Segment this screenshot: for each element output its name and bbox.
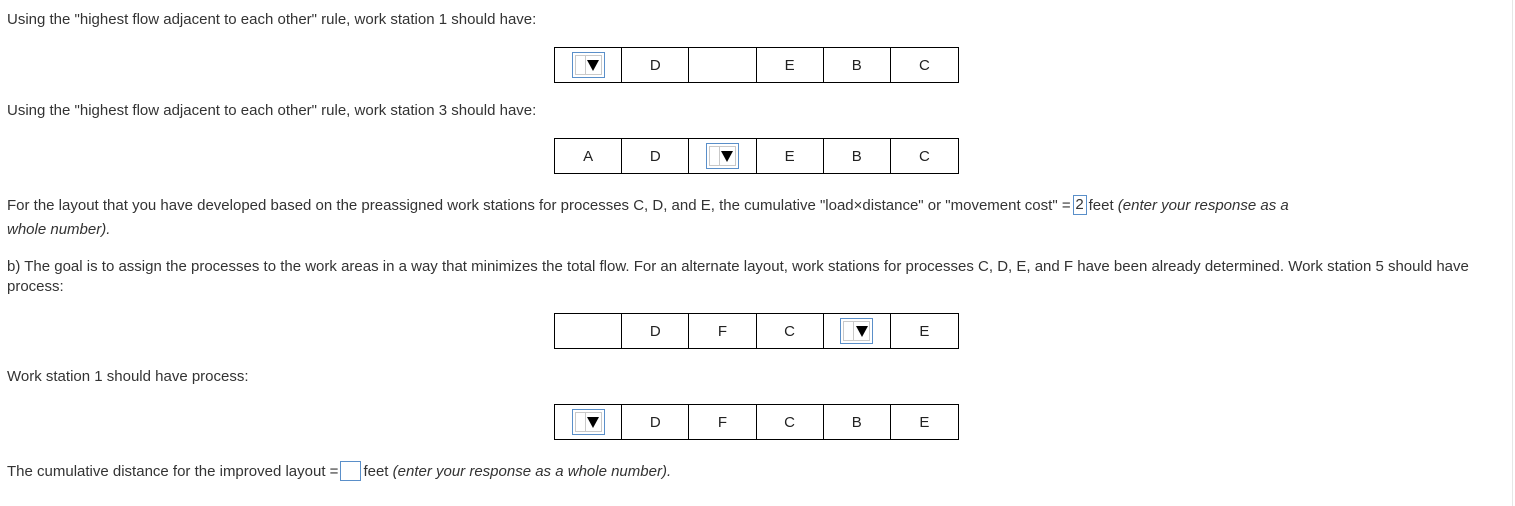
q4-layout-row (554, 313, 959, 349)
q2-prompt: Using the "highest flow adjacent to each other" rule, work station 3 should have: (7, 102, 537, 119)
q3-hint-part1: (enter your response as a (1117, 197, 1289, 214)
q3-hint-part2: whole number). (7, 221, 111, 238)
q2-station-5: B (824, 139, 891, 173)
q6-unit: feet (363, 463, 389, 480)
q4-station-4: C (757, 314, 824, 348)
q1-station-3 (689, 48, 756, 82)
q2-station-1: A (555, 139, 622, 173)
q6-answer-input[interactable] (340, 461, 361, 481)
caret-down-icon (587, 417, 599, 428)
times-symbol: × (853, 197, 863, 214)
q3-answer-input[interactable]: 2 (1073, 195, 1087, 215)
q3-unit: feet (1088, 197, 1114, 214)
q2-station-3 (689, 139, 756, 173)
q5-station-1-dropdown[interactable] (572, 409, 605, 435)
q3-equals: = (1061, 197, 1071, 214)
caret-down-icon (856, 326, 868, 337)
q1-station-1-dropdown[interactable] (572, 52, 605, 78)
q1-prompt: Using the "highest flow adjacent to each other" rule, work station 1 should have: (7, 11, 537, 28)
q4-station-5 (824, 314, 891, 348)
caret-down-icon (721, 151, 733, 162)
q3-text-before: For the layout that you have developed based on the preassigned work stations for processes C, D, and E, the cumulative "load (7, 197, 854, 214)
q1-station-5: B (824, 48, 891, 82)
q4-station-1 (555, 314, 622, 348)
q5-prompt: Work station 1 should have process: (7, 368, 249, 385)
q1-station-4: E (757, 48, 824, 82)
q6-hint: (enter your response as a whole number). (392, 463, 672, 480)
q5-station-3: F (689, 405, 756, 439)
q5-station-6: E (919, 413, 930, 431)
q4-station-3: F (689, 314, 756, 348)
q6-equals: = (329, 463, 339, 480)
q5-layout-row (554, 404, 959, 440)
q1-station-1 (555, 48, 622, 82)
q4-station-6: E (919, 322, 930, 340)
caret-down-icon (587, 60, 599, 71)
q2-station-3-dropdown[interactable] (706, 143, 739, 169)
q6-text-before: The cumulative distance for the improved layout (7, 463, 326, 480)
q3-text-middle: distance" or "movement cost" (862, 197, 1058, 214)
q2-station-4: E (757, 139, 824, 173)
q2-station-6: C (919, 147, 930, 165)
q5-station-1 (555, 405, 622, 439)
q1-station-6: C (919, 56, 930, 74)
q6-line (7, 462, 671, 482)
q3-line-1 (7, 196, 1289, 216)
q2-layout-row (554, 138, 959, 174)
q1-station-2: D (622, 48, 689, 82)
page-right-border (1512, 0, 1513, 506)
q5-station-2: D (622, 405, 689, 439)
q4-station-2: D (622, 314, 689, 348)
q5-station-5: B (824, 405, 891, 439)
q4-station-5-dropdown[interactable] (840, 318, 873, 344)
q4-prompt: b) The goal is to assign the processes to the work areas in a way that minimizes the total flow. For an alternate layout, work stations for processes C, D, E, and F have been already determined. Work station 5 should have process: (7, 258, 1469, 295)
q1-layout-row (554, 47, 959, 83)
q5-station-4: C (757, 405, 824, 439)
q2-station-2: D (622, 139, 689, 173)
